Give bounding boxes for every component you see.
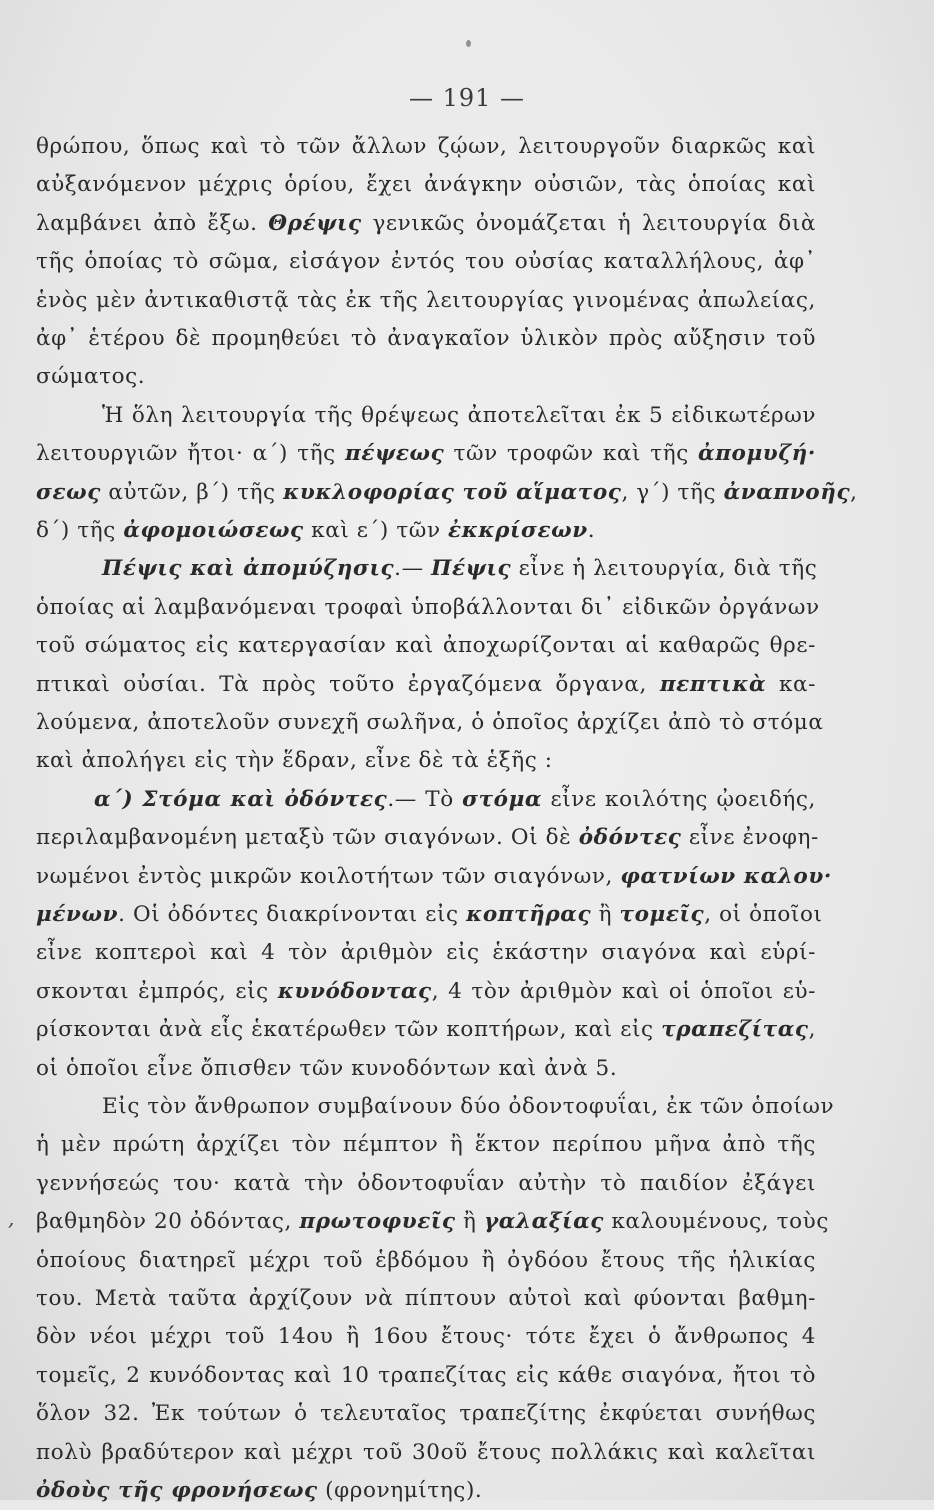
text-run: ἢ <box>455 1209 484 1235</box>
page-number: — 191 — <box>408 84 526 112</box>
text-line <box>102 1088 835 1126</box>
text-line <box>36 1357 816 1395</box>
emphasized-term: ἀφομοιώσεως <box>123 518 304 543</box>
text-run: ὁποίους διατηρεῖ μέχρι τοῦ ἑβδόμου ἢ ὀγδόου ἔτους τῆς ἡλικίας <box>36 1247 816 1273</box>
text-line <box>36 1318 816 1356</box>
emphasized-term: α΄) Στόμα καὶ ὀδόντες <box>94 786 388 812</box>
text-line <box>36 1011 816 1049</box>
text-line <box>36 474 858 512</box>
text-run: , 4 τὸν ἀριθμὸν καὶ οἱ ὁποῖοι εὑ- <box>431 978 817 1004</box>
text-line <box>36 819 819 857</box>
emphasized-term: πρωτοφυεῖς <box>299 1209 456 1235</box>
text-run: τοῦ σώματος εἰς κατεργασίαν καὶ ἀποχωρίζονται αἱ καθαρῶς θρε- <box>36 633 816 659</box>
text-run: . Οἱ ὀδόντες διακρίνονται εἰς <box>118 902 467 927</box>
text-run: ἀφ᾽ ἑτέρου δὲ προμηθεύει τὸ ἀναγκαῖον ὑλικὸν πρὸς αὔξησιν τοῦ <box>36 326 816 351</box>
text-run: περιλαμβανομένη μεταξὺ τῶν σιαγόνων. Οἱ δὲ <box>36 825 579 851</box>
emphasized-term: στόμα <box>462 786 543 812</box>
text-line <box>36 627 816 665</box>
text-run: γεννήσεώς του· κατὰ τὴν ὀδοντοφυΐαν αὐτὴν τὸ παιδίον ἐξάγει <box>36 1170 816 1196</box>
text-run: ὁποίας αἱ λαμβανόμεναι τροφαὶ ὑποβάλλονται δι᾽ εἰδικῶν ὀργάνων <box>36 594 820 620</box>
text-run: του. Μετὰ ταῦτα ἀρχίζουν νὰ πίπτουν αὐτοὶ καὶ φύονται βαθμη- <box>36 1286 816 1311</box>
text-run: ἑνὸς μὲν ἀντικαθιστᾷ τὰς ἐκ τῆς λειτουργίας γινομένας ἀπωλείας, <box>36 287 816 313</box>
emphasized-term: ὀδοὺς τῆς φρονήσεως <box>36 1478 318 1503</box>
text-run: καλουμένους, τοὺς <box>603 1209 829 1235</box>
text-run: . <box>587 518 596 543</box>
text-run: τῆς ὁποίας τὸ σῶμα, εἰσάγον ἐντός του οὐσίας καταλλήλους, ἀφ᾽ <box>36 249 816 275</box>
text-line <box>36 973 816 1011</box>
emphasized-term: ἐκκρίσεων <box>448 518 588 543</box>
margin-mark: , <box>8 1206 15 1230</box>
emphasized-term: κυνόδοντας <box>277 978 432 1004</box>
text-run: δ΄) τῆς <box>36 518 124 543</box>
text-run: οἱ ὁποῖοι εἶνε ὄπισθεν τῶν κυνοδόντων καὶ ἀνὰ 5. <box>36 1055 618 1081</box>
text-run: .— <box>394 556 432 582</box>
text-run: .— Τὸ <box>387 786 463 812</box>
text-line <box>36 1165 816 1203</box>
text-run: τῶν τροφῶν καὶ τῆς <box>444 441 699 467</box>
text-run: , γ΄) τῆς <box>621 479 724 505</box>
text-run: εἶνε κοιλότης ᾠοειδής, <box>542 786 816 812</box>
text-run: κα- <box>766 671 816 697</box>
text-run: Ἡ ὅλη λειτουργία τῆς θρέψεως ἀποτελεῖται ἐκ 5 εἰδικωτέρων <box>102 402 816 428</box>
text-line <box>36 1203 829 1241</box>
text-line <box>36 1280 816 1318</box>
text-line <box>36 320 816 358</box>
text-line <box>36 742 816 780</box>
emphasized-term: πεπτικὰ <box>659 671 767 697</box>
text-run: δὸν νέοι μέχρι τοῦ 14ου ἢ 16ου ἔτους· τότε ἔχει ὁ ἄνθρωπος 4 <box>36 1324 816 1350</box>
text-line <box>36 435 816 473</box>
emphasized-term: κυκλοφορίας τοῦ αἵματος <box>283 479 622 505</box>
text-run: ἢ <box>591 902 620 927</box>
text-run: σκονται ἐμπρός, εἰς <box>36 978 278 1004</box>
emphasized-term: Πέψις <box>431 556 512 582</box>
text-run: αὐτῶν, β΄) τῆς <box>100 479 284 505</box>
text-run: καὶ ε΄) τῶν <box>303 518 449 543</box>
text-run: , <box>808 1017 816 1043</box>
text-line <box>36 896 823 934</box>
text-run: βαθμηδὸν 20 ὀδόντας, <box>36 1209 300 1235</box>
text-run: ὅλον 32. Ἐκ τούτων ὁ τελευταῖος τραπεζίτης ἐκφύεται συνήθως <box>36 1401 816 1427</box>
text-line <box>36 282 816 320</box>
text-run: καὶ ἀπολήγει εἰς τὴν ἕδραν, εἶνε δὲ τὰ ἑξῆς : <box>36 748 553 774</box>
emphasized-term: μένων <box>36 902 119 927</box>
emphasized-term: τραπεζίτας <box>661 1017 809 1043</box>
text-run: ἡ μὲν πρώτη ἀρχίζει τὸν πέμπτον ἢ ἕκτον περίπου μῆνα ἀπὸ τῆς <box>36 1132 816 1158</box>
text-line <box>36 1434 816 1472</box>
text-run: πολὺ βραδύτερον καὶ μέχρι τοῦ 30οῦ ἔτους πολλάκις καὶ καλεῖται <box>36 1439 816 1465</box>
text-line <box>36 589 820 627</box>
text-run: πτικαὶ οὐσίαι. Τὰ πρὸς τοῦτο ἐργαζόμενα ὄργανα, <box>36 671 660 697</box>
text-line <box>36 1126 816 1164</box>
text-run: εἶνε ἐνοφη- <box>681 825 819 851</box>
emphasized-term: φατνίων καλου· <box>620 863 832 889</box>
text-line <box>36 128 816 166</box>
emphasized-term: ὀδόντες <box>578 825 682 851</box>
text-line <box>36 934 816 972</box>
text-run: λούμενα, ἀποτελοῦν συνεχῆ σωλῆνα, ὁ ὁποῖος ἀρχίζει ἀπὸ τὸ στόμα <box>36 710 824 735</box>
emphasized-term: πέψεως <box>345 441 445 467</box>
text-line <box>102 397 816 435</box>
emphasized-term: γαλαξίας <box>483 1209 604 1235</box>
text-line <box>36 1472 816 1510</box>
text-run: γενικῶς ὀνομάζεται ἡ λειτουργία διὰ <box>361 210 816 236</box>
text-line <box>36 205 816 243</box>
emphasized-term: κοπτῆρας <box>466 902 592 927</box>
ink-speck <box>466 40 471 47</box>
text-line <box>94 781 816 819</box>
text-run: λειτουργιῶν ἤτοι· α΄) τῆς <box>36 441 346 467</box>
text-run: αὐξανόμενον μέχρις ὁρίου, ἔχει ἀνάγκην οὐσιῶν, τὰς ὁποίας καὶ <box>36 172 816 198</box>
text-line <box>36 243 816 281</box>
text-run: εἶνε κοπτεροὶ καὶ 4 τὸν ἀριθμὸν εἰς ἑκάστην σιαγόνα καὶ εὑρί- <box>36 940 816 966</box>
emphasized-term: Θρέψις <box>268 210 362 236</box>
emphasized-term: Πέψις καὶ ἀπομύζησις <box>102 556 395 582</box>
text-run: , <box>850 479 858 505</box>
text-line <box>36 1242 816 1280</box>
text-run: Εἰς τὸν ἄνθρωπον συμβαίνουν δύο ὀδοντοφυΐαι, ἐκ τῶν ὁποίων <box>102 1094 835 1119</box>
emphasized-term: σεως <box>36 479 101 505</box>
text-run: , οἱ ὁποῖοι <box>704 902 823 927</box>
text-run: ρίσκονται ἀνὰ εἷς ἑκατέρωθεν τῶν κοπτήρων, καὶ εἰς <box>36 1017 662 1043</box>
text-run: σώματος. <box>36 364 146 390</box>
text-run: εἶνε ἡ λειτουργία, διὰ τῆς <box>511 556 818 582</box>
text-run: νωμένοι ἐντὸς μικρῶν κοιλοτήτων τῶν σιαγόνων, <box>36 863 621 889</box>
text-run: θρώπου, ὅπως καὶ τὸ τῶν ἄλλων ζῴων, λειτουργοῦν διαρκῶς καὶ <box>36 134 816 159</box>
text-line <box>36 358 816 396</box>
text-line <box>36 666 816 704</box>
text-line <box>36 512 816 550</box>
text-line <box>36 1395 816 1433</box>
emphasized-term: τομεῖς <box>619 902 705 927</box>
text-run: λαμβάνει ἀπὸ ἔξω. <box>36 210 269 236</box>
text-line <box>36 1050 816 1088</box>
text-run: τομεῖς, 2 κυνόδοντας καὶ 10 τραπεζίτας εἰς κάθε σιαγόνα, ἤτοι τὸ <box>36 1362 816 1388</box>
text-line <box>36 704 824 742</box>
text-line <box>36 858 832 896</box>
text-line <box>102 550 816 588</box>
emphasized-term: ἀπομυζή· <box>698 441 816 467</box>
emphasized-term: ἀναπνοῆς <box>723 479 851 505</box>
text-run: (φρονημίτης). <box>317 1478 483 1503</box>
text-line <box>36 166 816 204</box>
